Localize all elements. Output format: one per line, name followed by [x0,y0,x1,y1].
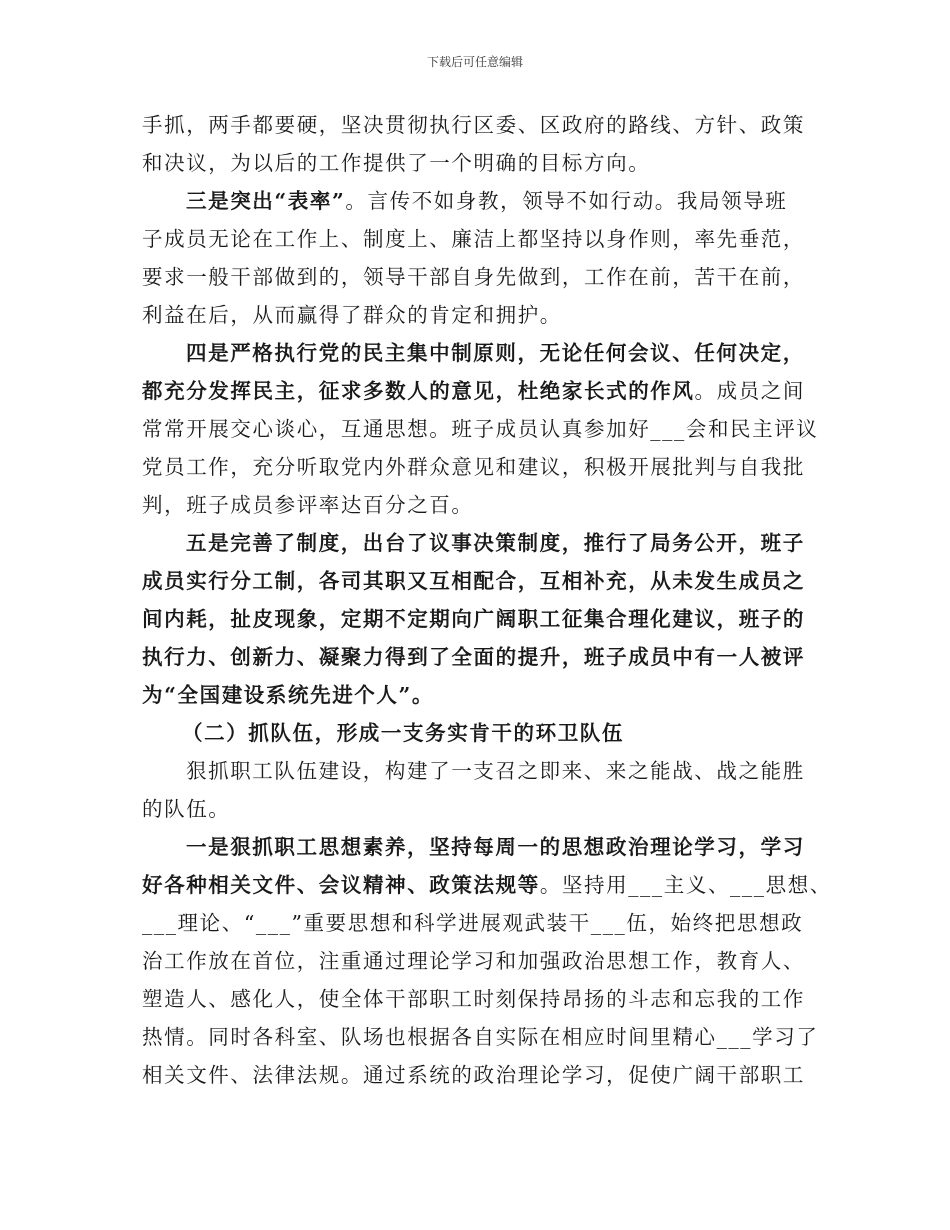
bold-text: 执行力、创新力、凝聚力得到了全面的提升，班子成员中有一人被评 [142,645,805,669]
text-line [142,258,812,296]
text-line [142,334,812,372]
text-line [142,600,812,638]
plain-text: 。成员之间 [694,379,805,403]
plain-text: 的队伍。 [142,797,231,821]
text-line [142,220,812,258]
text-line [142,1018,819,1056]
bold-text: 四是严格执行党的民主集中制原则，无论任何会议、任何决定， [186,341,805,365]
bold-text: 五是完善了制度，出台了议事决策制度，推行了局务公开，班子 [186,531,805,555]
bold-text: （二）抓队伍，形成一支务实肯干的环卫队伍 [182,721,624,745]
text-line [142,106,812,144]
text-line [142,524,812,562]
text-line [142,752,812,790]
plain-text: ___理论、“___”重要思想和科学进展观武装干___伍，始终把思想政 [142,911,804,935]
plain-text: 和决议，为以后的工作提供了一个明确的目标方向。 [142,151,651,175]
bold-text: 为“全国建设系统先进个人”。 [142,683,434,707]
text-line [142,866,832,904]
bold-text: 间内耗，扯皮现象，定期不定期向广阔职工征集合理化建议，班子的 [142,607,805,631]
plain-text: 子成员无论在工作上、制度上、廉洁上都坚持以身作则，率先垂范， [142,227,805,251]
text-line [142,828,812,866]
page-header: 下载后可任意编辑 [426,55,523,69]
plain-text: 狠抓职工队伍建设，构建了一支召之即来、来之能战、战之能胜 [186,759,805,783]
plain-text: 。坚持用___主义、___思想、 [539,873,832,897]
text-line [142,904,812,942]
text-line [142,296,812,334]
bold-text: 三是突出“表率” [186,189,346,213]
text-line [142,676,812,714]
text-line [142,486,812,524]
plain-text: 治工作放在首位，注重通过理论学习和加强政治思想工作，教育人、 [142,949,805,973]
plain-text: 常常开展交心谈心，互通思想。班子成员认真参加好___会和民主评议 [142,417,819,441]
plain-text: 利益在后，从而赢得了群众的肯定和拥护。 [142,303,562,327]
text-line [142,372,812,410]
bold-text: 一是狠抓职工思想素养，坚持每周一的思想政治理论学习，学习 [186,835,805,859]
text-line [142,562,812,600]
text-line [142,410,819,448]
plain-text: 塑造人、感化人，使全体干部职工时刻保持昂扬的斗志和忘我的工作 [142,987,805,1011]
text-line [142,714,812,752]
text-line [142,144,812,182]
plain-text: 手抓，两手都要硬，坚决贯彻执行区委、区政府的路线、方针、政策 [142,113,805,137]
bold-text: 好各种相关文件、会议精神、政策法规等 [142,873,540,897]
text-line [142,790,812,828]
plain-text: 相关文件、法律法规。通过系统的政治理论学习，促使广阔干部职工 [142,1063,805,1087]
bold-text: 成员实行分工制，各司其职又互相配合，互相补充，从未发生成员之 [142,569,805,593]
bold-text: 都充分发挥民主，征求多数人的意见，杜绝家长式的作风 [142,379,695,403]
plain-text: 。言传不如身教，领导不如行动。我局领导班 [345,189,788,213]
plain-text: 党员工作，充分听取党内外群众意见和建议，积极开展批判与自我批 [142,455,805,479]
text-line [142,980,812,1018]
text-line [142,448,812,486]
plain-text: 判，班子成员参评率达百分之百。 [142,493,474,517]
text-line [142,942,812,980]
text-line [142,1056,812,1094]
text-line [142,182,812,220]
plain-text: 要求一般干部做到的，领导干部自身先做到，工作在前，苦干在前， [142,265,805,289]
text-line [142,638,812,676]
plain-text: 热情。同时各科室、队场也根据各自实际在相应时间里精心___学习了 [142,1025,819,1049]
document-body [142,106,832,1094]
